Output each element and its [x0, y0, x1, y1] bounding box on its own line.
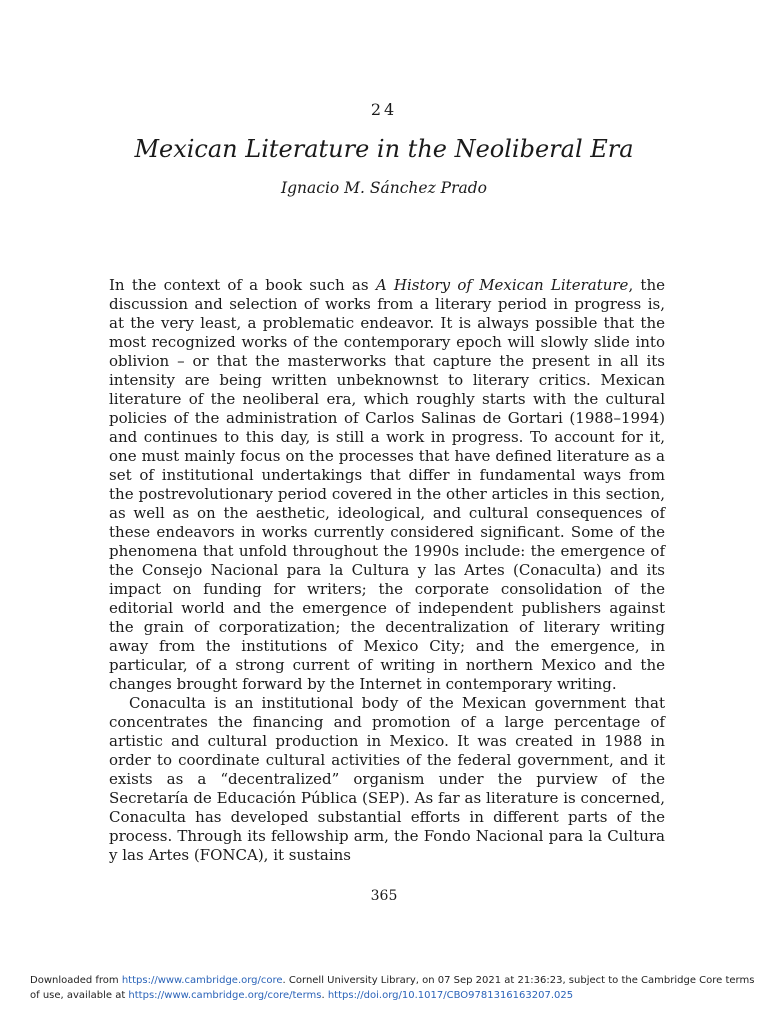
- book-title: A History of Mexican Literature: [375, 276, 629, 294]
- notice-text-1: Downloaded from: [30, 975, 122, 986]
- chapter-title: Mexican Literature in the Neoliberal Era: [134, 135, 634, 163]
- page-number: 365: [370, 888, 398, 904]
- chapter-author: Ignacio M. Sánchez Prado: [281, 179, 487, 197]
- cambridge-core-link[interactable]: https://www.cambridge.org/core: [121, 975, 283, 986]
- download-notice: [30, 973, 760, 1003]
- paragraph-2: Conaculta is an institutional body of the Mexican government that concentrates the financing and promotion of a large percentage of artistic and cultural production in Mexico. It was created in 1988 in order to coordinate cultural activities of the federal government, and it exists as a “decentralized” organism under the purview of the Secretaría de Educación Pública (SEP). As far as literature is concerned, Conaculta has developed substantial efforts in different parts of the process. Through its fellowship arm, the Fondo Nacional para la Cultura y las Artes (FONCA), it sustains: [109, 694, 665, 864]
- notice-text-3: .: [321, 990, 328, 1001]
- paragraph-1-start: In the context of a book such as: [109, 276, 376, 294]
- terms-link[interactable]: https://www.cambridge.org/core/terms: [128, 990, 322, 1001]
- notice-text-2: . Cornell University Library, on 07 Sep 2021 at 21:36:23, subject to the Cambridge Core terms of use, available at: [30, 975, 755, 1001]
- paragraph-1-rest: , the discussion and selection of works from a literary period in progress is, at the very least, a problematic endeavor. It is always possible that the most recognized works of the contemporary epoch will slowly slide into oblivion – or that the masterworks that capture the present in all its intensity are being written unbeknownst to literary critics. Mexican literature of the neoliberal era, which roughly starts with the cultural policies of the administration of Carlos Salinas de Gortari (1988–1994) and continues to this day, is still a work in progress. To account for it, one must mainly focus on the processes that have defined literature as a set of institutional undertakings that differ in fundamental ways from the postrevolutionary period covered in the other articles in this section, as well as on the aesthetic, ideological, and cultural consequences of these endeavors in works currently considered significant. Some of the phenomena that unfold throughout the 1990s include: the emergence of the Consejo Nacional para la Cultura y las Artes (Conaculta) and its impact on funding for writers; the corporate consolidation of the editorial world and the emergence of independent publishers against the grain of corporatization; the decentralization of literary writing away from the institutions of Mexico City; and the emergence, in particular, of a strong current of writing in northern Mexico and the changes brought forward by the Internet in contemporary writing.: [109, 276, 665, 693]
- chapter-number: 24: [370, 100, 398, 119]
- paragraph-1: [109, 276, 665, 694]
- doi-link[interactable]: https://doi.org/10.1017/CBO9781316163207.025: [327, 990, 574, 1001]
- body-text: [109, 276, 665, 865]
